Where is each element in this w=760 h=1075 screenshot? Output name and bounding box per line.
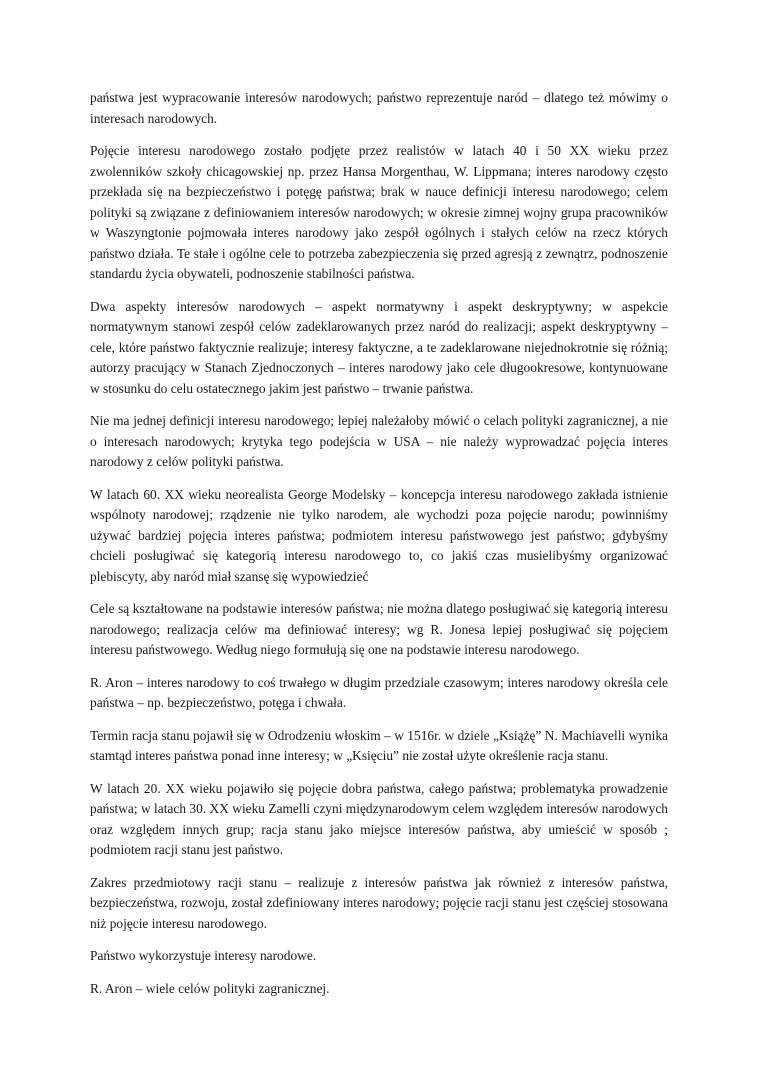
paragraph-3: Dwa aspekty interesów narodowych – aspekt normatywny i aspekt deskryptywny; w aspekcie normatywnym stanowi zespół celów zadeklarowanych przez naród do realizacji; aspekt deskryptywny – cele, które państwo faktycznie realizuje; interesy faktyczne, a te zadeklarowane niejednokrotnie się różnią; autorzy pracujący w Stanach Zjednoczonych – interes narodowy jako cele długookresowe, kontynuowane w stosunku do celu ostatecznego jakim jest państwo – trwanie państwa. (90, 298, 668, 396)
paragraph-7: R. Aron – interes narodowy to coś trwałego w długim przedziale czasowym; interes narodowy określa cele państwa – np. bezpieczeństwo, potęga i chwała. (90, 674, 668, 710)
paragraph-8: Termin racja stanu pojawił się w Odrodzeniu włoskim – w 1516r. w dziele „Książę” N. Machiavelli wynika stamtąd interes państwa ponad inne interesy; w „Księciu” nie został użyte określenie racja stanu. (90, 727, 668, 763)
paragraph-6: Cele są kształtowane na podstawie interesów państwa; nie można dlatego posługiwać się kategorią interesu narodowego; realizacja celów ma definiować interesy; wg R. Jonesa lepiej posługiwać się pojęciem interesu państwowego. Według niego formułują się one na podstawie interesu narodowego. (90, 601, 668, 657)
paragraph-5: W latach 60. XX wieku neorealista George Modelsky – koncepcja interesu narodowego zakłada istnienie wspólnoty narodowej; rządzenie nie tylko narodem, ale wychodzi poza pojęcie narodu; powinniśmy używać bardziej pojęcia interes państwa; podmiotem interesu państwowego jest państwo; gdybyśmy chcieli posługiwać się kategorią interesu narodowego to, co jakiś czas musielibyśmy organizować plebiscyty, aby naród miał szansę się wypowiedzieć (90, 486, 668, 584)
paragraph-12: R. Aron – wiele celów polityki zagranicznej. (90, 980, 330, 996)
paragraph-9: W latach 20. XX wieku pojawiło się pojęcie dobra państwa, całego państwa; problematyka prowadzenie państwa; w latach 30. XX wieku Zamelli czyni międzynarodowym celem względem interesów narodowych oraz względem innych grup; racja stanu jako miejsce interesów państwa, aby umieścić w sposób ; podmiotem racji stanu jest państwo. (90, 780, 668, 857)
document-body (90, 88, 668, 1011)
paragraph-2: Pojęcie interesu narodowego zostało podjęte przez realistów w latach 40 i 50 XX wieku przez zwolenników szkoły chicagowskiej np. przez Hansa Morgenthau, W. Lippmana; interes narodowy często przekłada się na bezpieczeństwo i potęgę państwa; brak w nauce definicji interesu narodowego; celem polityki są związane z definiowaniem interesów narodowych; w okresie zimnej wojny grupa pracowników w Waszyngtonie pojmowała interes narodowy jako zespół ogólnych i stałych celów na rzecz których państwo działa. Te stałe i ogólne cele to potrzeba zabezpieczenia się przed agresją z zewnątrz, podnoszenie standardu życia obywateli, podnoszenie stabilności państwa. (90, 143, 668, 281)
paragraph-10: Zakres przedmiotowy racji stanu – realizuje z interesów państwa jak również z interesów państwa, bezpieczeństwa, rozwoju, został zdefiniowany interes narodowy; pojęcie racji stanu jest częściej stosowana niż pojęcie interesu narodowego. (90, 874, 668, 931)
paragraph-11: Państwo wykorzystuje interesy narodowe. (90, 948, 317, 963)
paragraph-1: państwa jest wypracowanie interesów narodowych; państwo reprezentuje naród – dlatego też mówimy o interesach narodowych. (90, 90, 668, 126)
paragraph-4: Nie ma jednej definicji interesu narodowego; lepiej należałoby mówić o celach polityki zagranicznej, a nie o interesach narodowych; krytyka tego podejścia w USA – nie należy wyprowadzać pojęcia interes narodowy z celów polityki państwa. (90, 413, 668, 469)
